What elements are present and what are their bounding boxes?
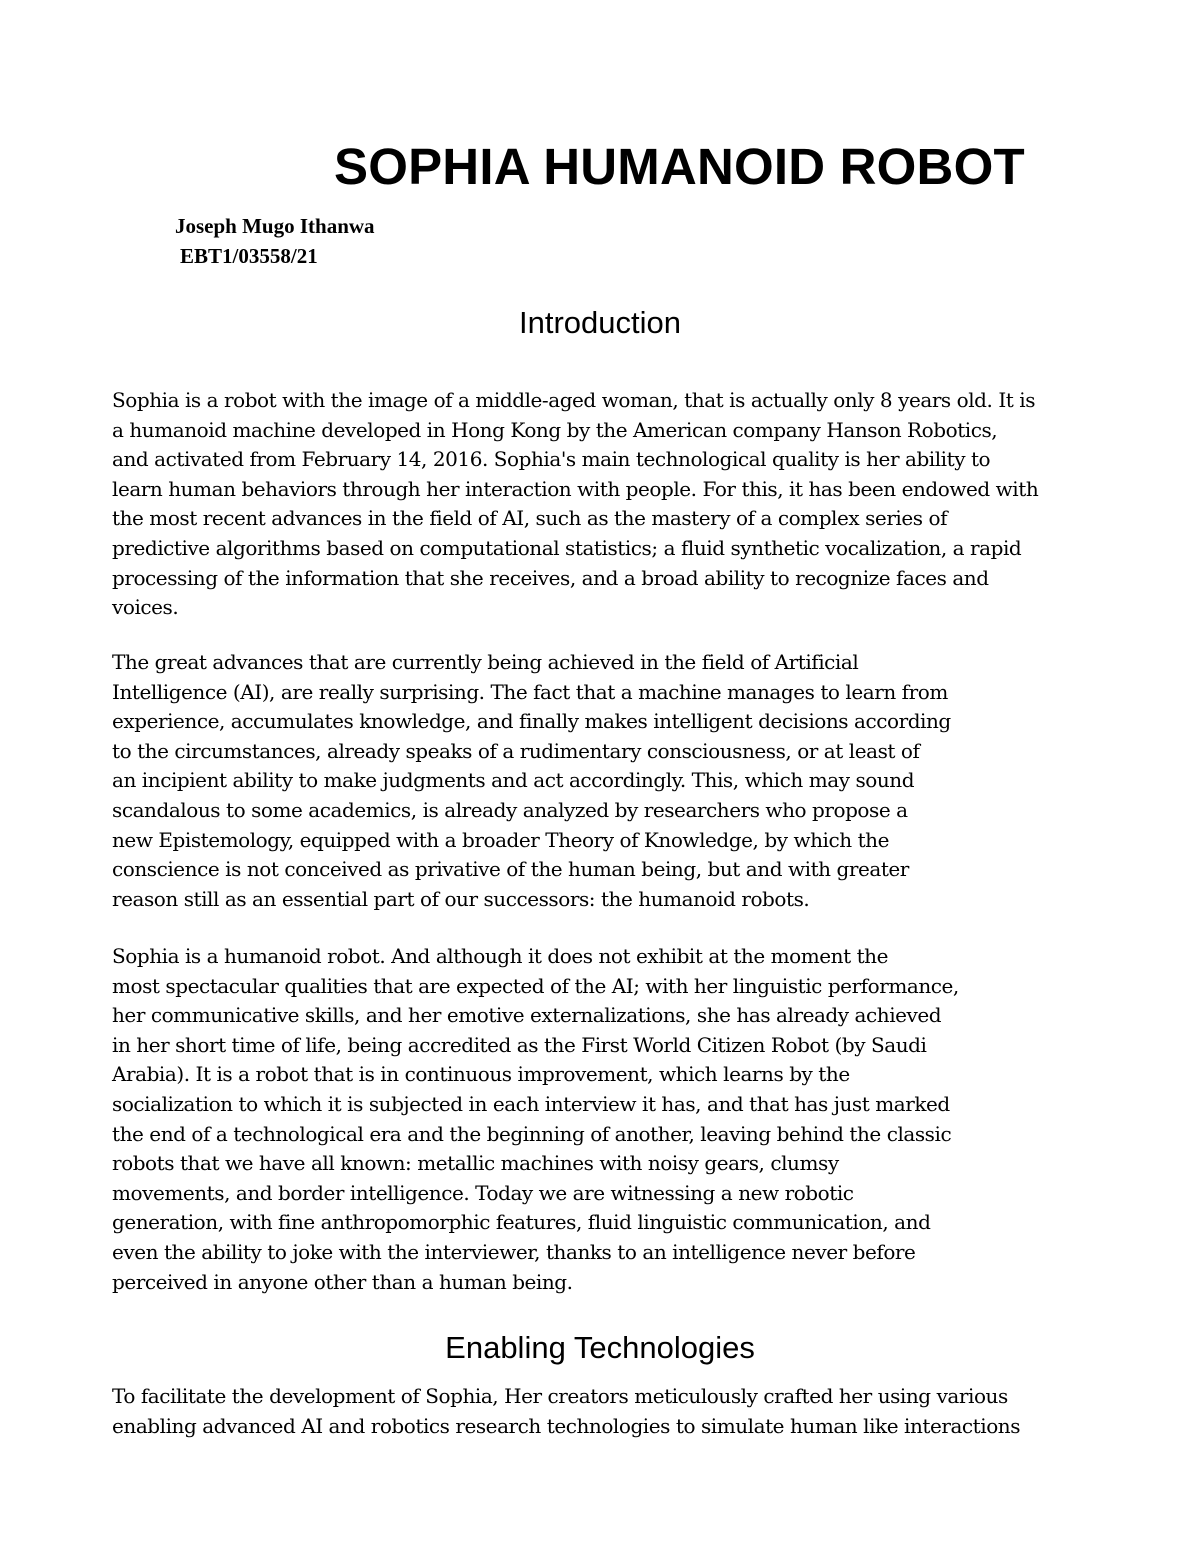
text-line: processing of the information that she receives, and a broad ability to recognize faces and <box>112 565 989 590</box>
text-line: Sophia is a humanoid robot. And although it does not exhibit at the moment the <box>112 944 888 968</box>
text-line: Intelligence (AI), are really surprising. The fact that a machine manages to learn from <box>112 679 948 704</box>
text-line: socialization to which it is subjected in each interview it has, and that has just marked <box>112 1091 950 1116</box>
text-line: an incipient ability to make judgments and act accordingly. This, which may sound <box>112 768 915 793</box>
text-line: to the circumstances, already speaks of a rudimentary consciousness, or at least of <box>112 738 920 763</box>
text-line: Arabia). It is a robot that is in continuous improvement, which learns by the <box>112 1062 850 1087</box>
text-line: robots that we have all known: metallic machines with noisy gears, clumsy <box>112 1151 839 1176</box>
text-line: perceived in anyone other than a human being. <box>112 1269 573 1294</box>
text-line: even the ability to joke with the interviewer, thanks to an intelligence never before <box>112 1239 916 1264</box>
introduction-paragraph-1 <box>112 386 1038 623</box>
document-title: SOPHIA HUMANOID ROBOT <box>334 138 1025 195</box>
enabling-technologies-paragraph-1 <box>112 1382 1020 1441</box>
text-line: the end of a technological era and the beginning of another, leaving behind the classic <box>112 1121 952 1146</box>
text-line: in her short time of life, being accredited as the First World Citizen Robot (by Saudi <box>112 1032 927 1057</box>
text-line: scandalous to some academics, is already analyzed by researchers who propose a <box>112 797 908 822</box>
text-line: generation, with fine anthropomorphic features, fluid linguistic communication, and <box>112 1210 931 1235</box>
text-line: movements, and border intelligence. Today we are witnessing a new robotic <box>112 1180 854 1205</box>
text-line: The great advances that are currently being achieved in the field of Artificial <box>112 650 859 674</box>
text-line: her communicative skills, and her emotive externalizations, she has already achieved <box>112 1003 942 1028</box>
text-line: To facilitate the development of Sophia, Her creators meticulously crafted her using various <box>112 1384 1008 1408</box>
text-line: Sophia is a robot with the image of a middle-aged woman, that is actually only 8 years old. It is <box>112 388 1036 412</box>
author-name: Joseph Mugo Ithanwa <box>175 214 375 238</box>
text-line: conscience is not conceived as privative of the human being, but and with greater <box>112 857 909 882</box>
text-line: new Epistemology, equipped with a broader Theory of Knowledge, by which the <box>112 827 889 852</box>
text-line: reason still as an essential part of our successors: the humanoid robots. <box>112 886 810 911</box>
section-heading-enabling-technologies: Enabling Technologies <box>445 1330 755 1365</box>
text-line: learn human behaviors through her interaction with people. For this, it has been endowed with <box>112 476 1039 501</box>
registration-number: EBT1/03558/21 <box>180 244 318 268</box>
introduction-paragraph-3 <box>112 942 959 1297</box>
text-line: a humanoid machine developed in Hong Kong by the American company Hanson Robotics, <box>112 417 998 442</box>
text-line: predictive algorithms based on computational statistics; a fluid synthetic vocalization, a rapid <box>112 535 1022 560</box>
text-line: voices. <box>112 595 179 620</box>
text-line: and activated from February 14, 2016. Sophia's main technological quality is her ability to <box>112 447 991 472</box>
text-line: most spectacular qualities that are expected of the AI; with her linguistic performance, <box>112 973 959 998</box>
text-line: enabling advanced AI and robotics research technologies to simulate human like interactions <box>112 1413 1021 1438</box>
text-line: experience, accumulates knowledge, and finally makes intelligent decisions according <box>112 709 951 734</box>
section-heading-introduction: Introduction <box>519 305 681 340</box>
text-line: the most recent advances in the field of AI, such as the mastery of a complex series of <box>112 506 948 531</box>
introduction-paragraph-2 <box>112 648 951 914</box>
